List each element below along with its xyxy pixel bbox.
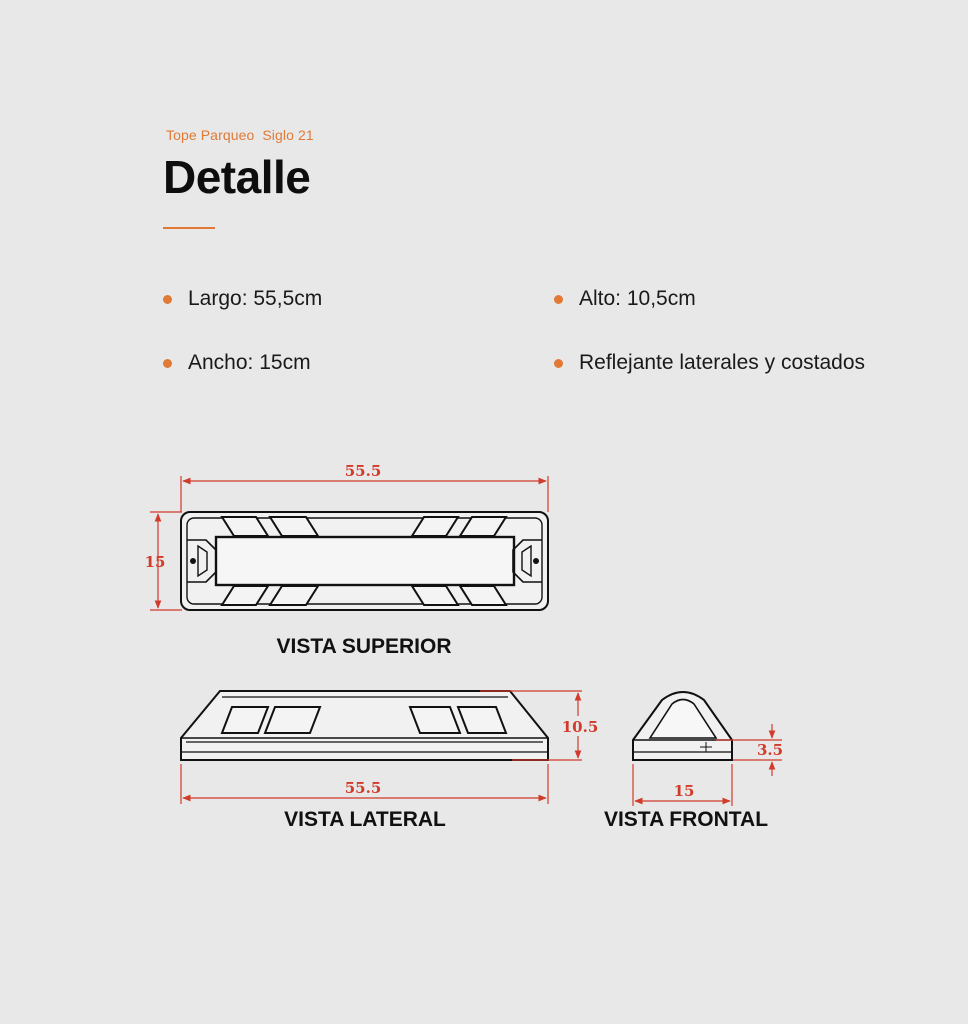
side-view bbox=[181, 691, 598, 831]
side-height-label: 10.5 bbox=[561, 718, 599, 736]
side-view-caption: VISTA LATERAL bbox=[284, 808, 446, 831]
top-view bbox=[145, 462, 548, 658]
spec-label: Reflejante laterales y costados bbox=[579, 351, 865, 374]
front-reflector-height-label: 3.5 bbox=[756, 741, 784, 759]
top-width-label: 15 bbox=[144, 553, 166, 571]
bolt-hole-icon bbox=[190, 558, 196, 564]
top-length-dimension bbox=[181, 476, 548, 512]
product-eyebrow: Tope Parqueo Siglo 21 bbox=[166, 127, 314, 143]
page-title: Detalle bbox=[163, 151, 311, 203]
front-view-caption: VISTA FRONTAL bbox=[603, 808, 769, 831]
spec-label: Ancho: 15cm bbox=[188, 351, 311, 374]
front-width-label: 15 bbox=[673, 782, 695, 800]
bolt-hole-icon bbox=[533, 558, 539, 564]
top-length-label: 55.5 bbox=[344, 462, 382, 480]
front-view-body bbox=[633, 692, 732, 760]
front-view bbox=[604, 692, 783, 831]
spec-label: Alto: 10,5cm bbox=[579, 287, 696, 310]
side-length-label: 55.5 bbox=[344, 779, 382, 797]
spec-label: Largo: 55,5cm bbox=[188, 287, 323, 310]
top-view-caption: VISTA SUPERIOR bbox=[276, 635, 452, 658]
